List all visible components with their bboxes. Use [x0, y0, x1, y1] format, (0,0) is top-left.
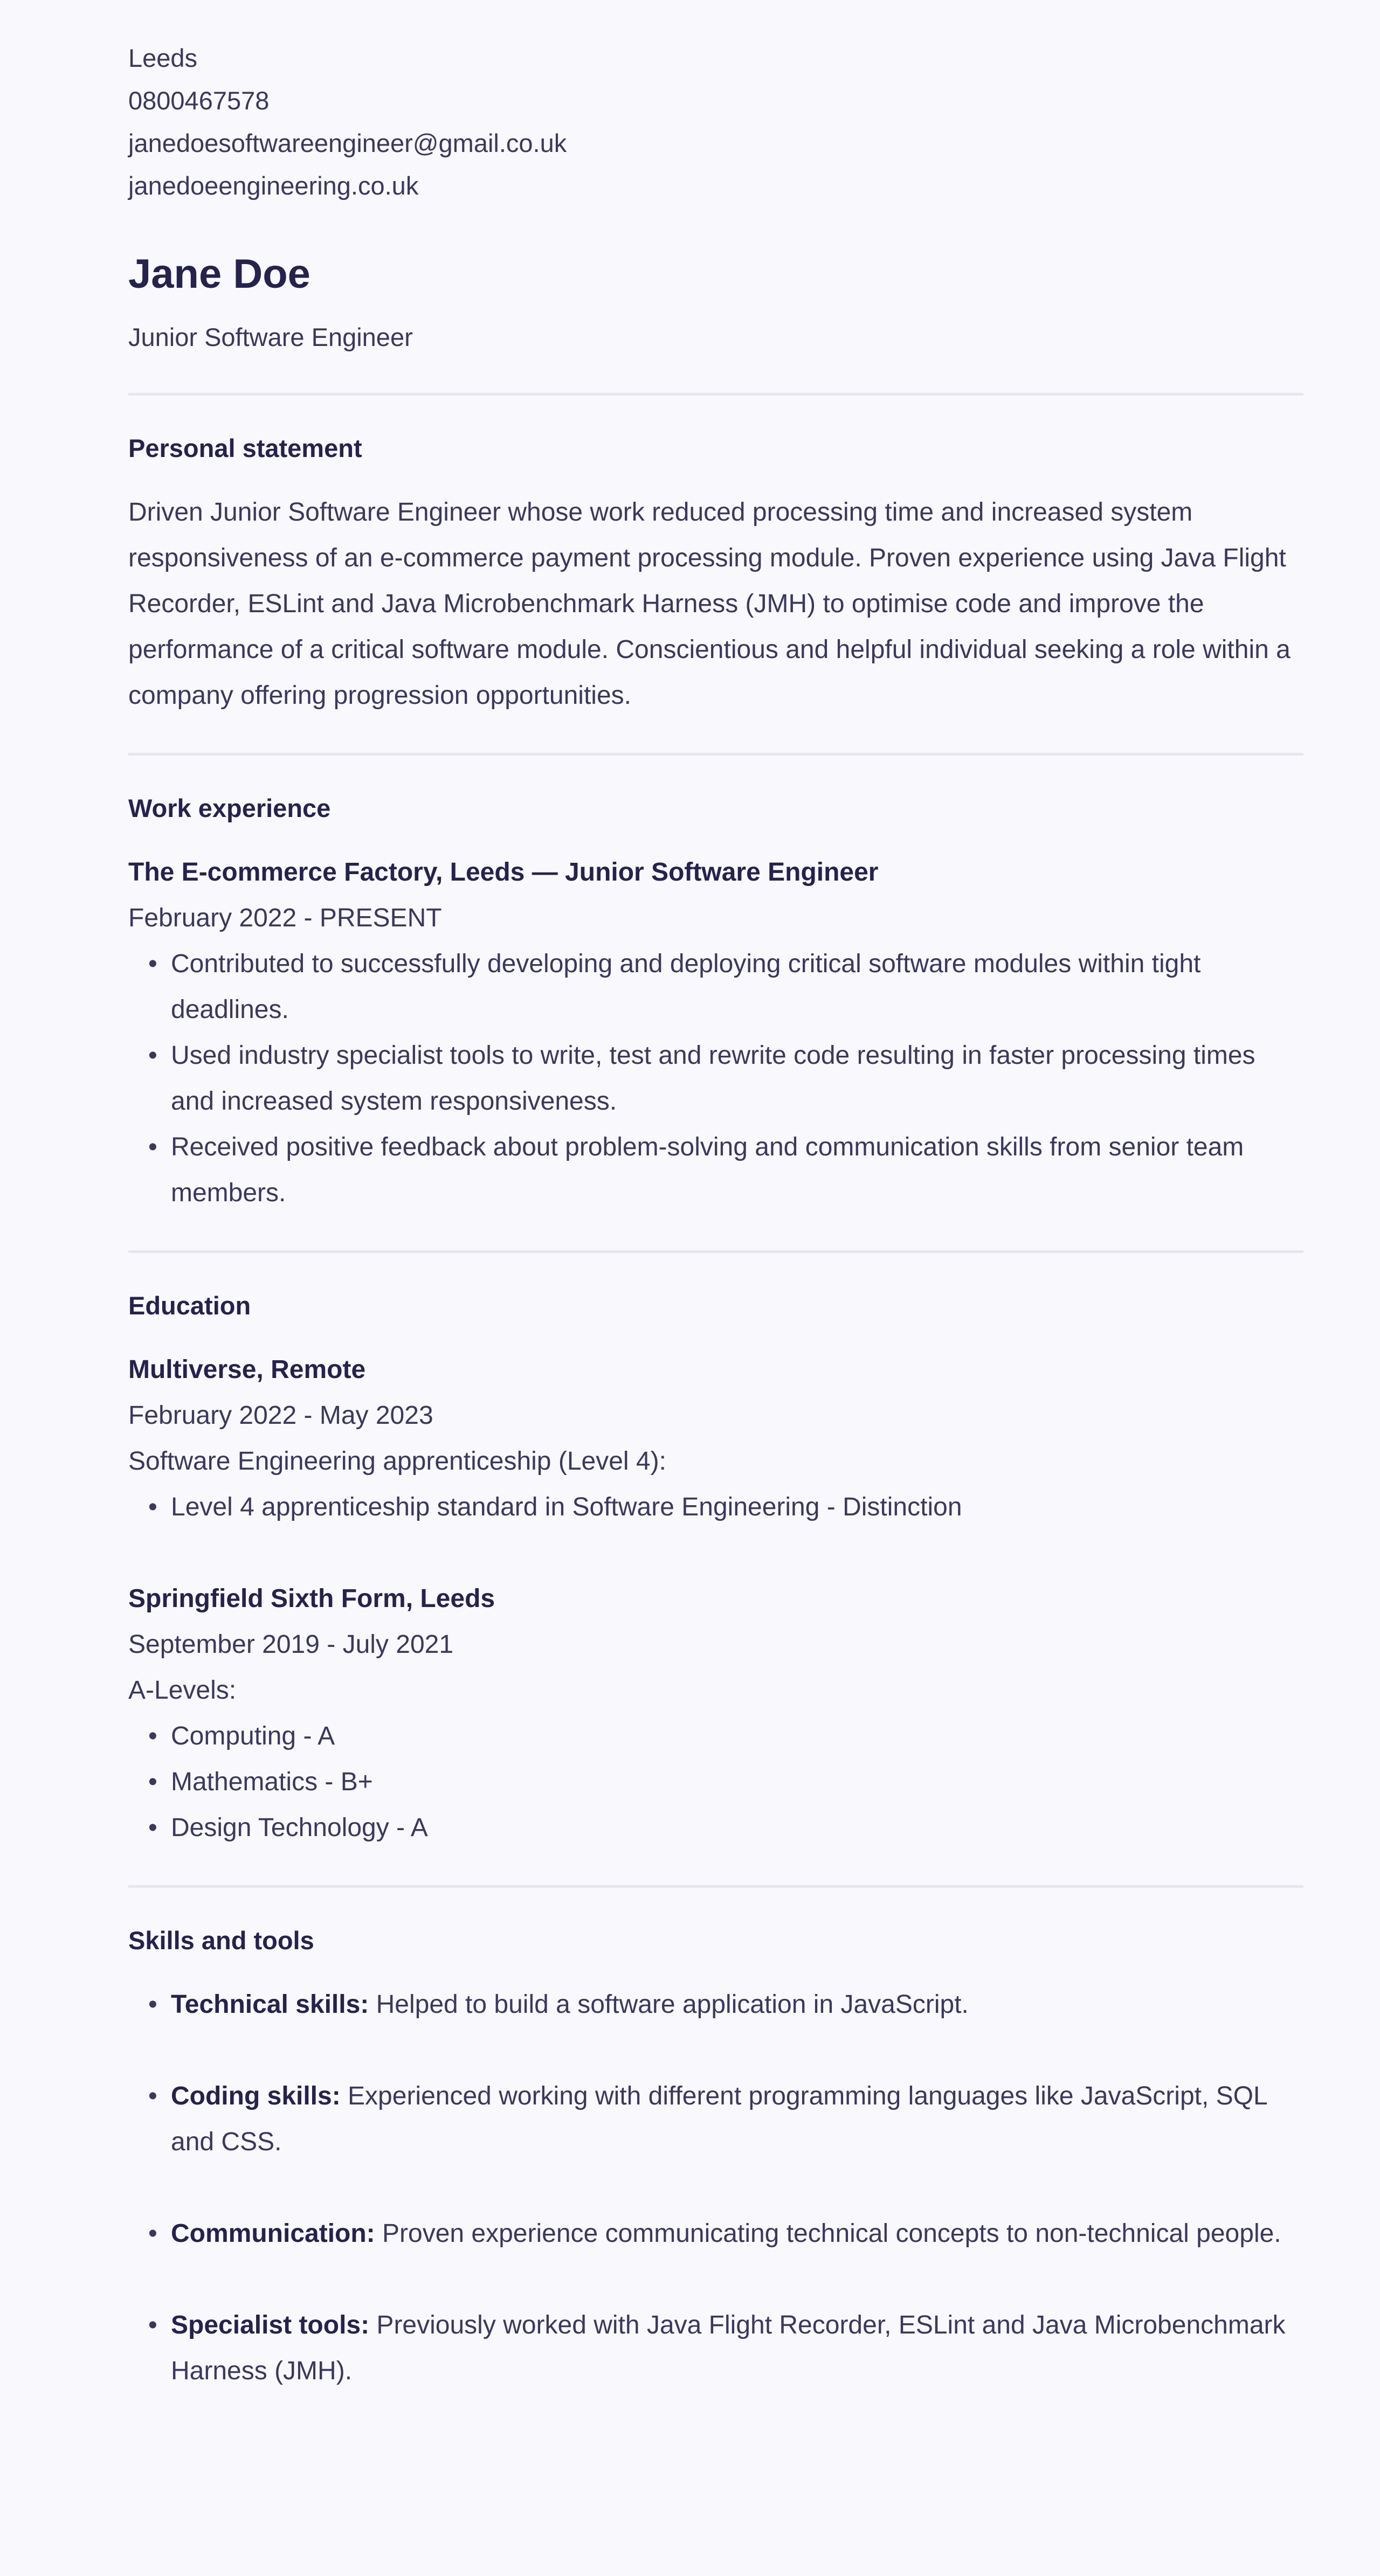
education-title: Springfield Sixth Form, Leeds [128, 1584, 495, 1613]
skill-item [171, 2073, 1303, 2165]
list-item: • Computing - A [171, 1713, 1303, 1759]
education-title: Multiverse, Remote [128, 1355, 366, 1384]
contact-location: Leeds [128, 44, 198, 72]
section-heading: Work experience [128, 794, 331, 822]
section-heading: Personal statement [128, 434, 362, 462]
job-bullets [128, 941, 1303, 1216]
skill-label: Coding skills: [171, 2082, 341, 2110]
divider [128, 1885, 1303, 1888]
skill-text: Proven experience communicating technical concepts to non-technical people. [375, 2219, 1281, 2248]
job-dates: February 2022 - PRESENT [128, 904, 442, 932]
skill-label: Communication: [171, 2219, 375, 2248]
list-item: • Used industry specialist tools to write, test and rewrite code resulting in faster processing times and increased system responsiveness. [171, 1033, 1303, 1124]
skills-list [128, 1982, 1303, 2394]
divider [128, 1250, 1303, 1253]
contact-website: janedoeengineering.co.uk [128, 171, 419, 200]
section-heading: Education [128, 1291, 251, 1320]
education-dates: February 2022 - May 2023 [128, 1401, 433, 1430]
contact-email: janedoesoftwareengineer@gmail.co.uk [128, 129, 567, 157]
candidate-name: Jane Doe [128, 251, 310, 297]
personal-statement-section [128, 425, 1303, 718]
skill-text: Previously worked with Java Flight Recorder, ESLint and Java Microbenchmark Harness (JMH). [171, 2311, 1286, 2385]
personal-statement-text: Driven Junior Software Engineer whose work reduced processing time and increased system responsiveness of an e-commerce payment processing module. Proven experience using Java Flight Recorder, ESLint and Java Microbenchmark Harness (JMH) to optimise code and improve the performance of a critical software module. Conscientious and helpful individual seeking a role within a company offering progression opportunities. [128, 498, 1291, 710]
job-title: The E-commerce Factory, Leeds — Junior Software Engineer [128, 858, 879, 887]
education-bullets [128, 1484, 1303, 1530]
list-item: • Level 4 apprenticeship standard in Software Engineering - Distinction [171, 1484, 1303, 1530]
education-bullets [128, 1713, 1303, 1851]
contact-phone: 0800467578 [128, 86, 270, 115]
education-subtitle: Software Engineering apprenticeship (Level 4): [128, 1447, 666, 1476]
list-item: • Mathematics - B+ [171, 1759, 1303, 1805]
candidate-title: Junior Software Engineer [128, 323, 413, 351]
education-dates: September 2019 - July 2021 [128, 1630, 454, 1659]
skill-text: Experienced working with different programming languages like JavaScript, SQL and CSS. [171, 2082, 1267, 2156]
list-item: • Contributed to successfully developing and deploying critical software modules within tight deadlines. [171, 941, 1303, 1033]
work-experience-section [128, 785, 1303, 1216]
contact-details [128, 37, 1303, 207]
skill-label: Technical skills: [171, 1990, 369, 2019]
divider [128, 753, 1303, 756]
education-section [128, 1283, 1303, 1851]
section-heading: Skills and tools [128, 1926, 314, 1955]
skill-item [171, 2302, 1303, 2394]
skill-item [171, 1982, 1303, 2027]
skill-text: Helped to build a software application in JavaScript. [369, 1990, 969, 2019]
list-item: • Received positive feedback about problem-solving and communication skills from senior team members. [171, 1124, 1303, 1216]
skill-item [171, 2211, 1303, 2256]
list-item: • Design Technology - A [171, 1805, 1303, 1851]
skills-section [128, 1917, 1303, 2394]
education-subtitle: A-Levels: [128, 1676, 237, 1705]
divider [128, 393, 1303, 396]
cv-document [128, 37, 1303, 2440]
skill-label: Specialist tools: [171, 2311, 370, 2339]
